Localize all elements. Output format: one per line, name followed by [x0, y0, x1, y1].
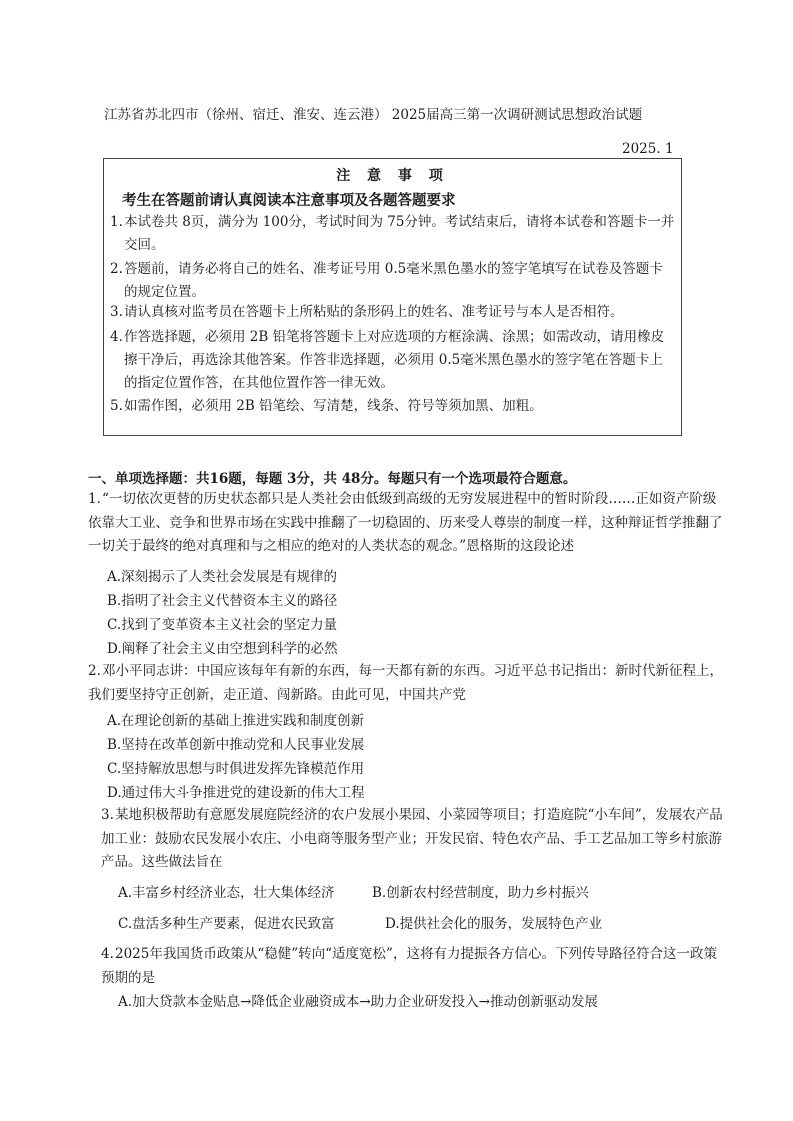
question-stem [88, 660, 724, 707]
notice-heading: 注 意 事 项 [336, 168, 449, 184]
answer-option: A.在理论创新的基础上推进实践和制度创新 [107, 713, 365, 729]
notice-box [103, 158, 682, 436]
notice-item [110, 258, 676, 304]
notice-item-number: 4. [110, 329, 123, 345]
answer-option: A.加大贷款本金贴息→降低企业融资成本→助力企业研发投入→推动创新驱动发展 [118, 994, 598, 1010]
question-text: 邓小平同志讲：中国应该每年有新的东西，每一天都有新的东西。习近平总书记指出：新时代新征程上，我们要坚持守正创新，走正道、闯新路。由此可见，中国共产党 [88, 663, 723, 703]
answer-option: D.通过伟大斗争推进党的建设新的伟大工程 [107, 785, 365, 801]
question-text: “一切依次更替的历史状态都只是人类社会由低级到高级的无穷发展进程中的暂时阶段……正如资产阶级依靠大工业、竞争和世界市场在实践中推翻了一切稳固的、历来受人尊崇的制度一样，这种辩证哲学推翻了一切关于最终的绝对真理和与之相应的绝对的人类状态的观念。”恩格斯的这段论述 [88, 491, 723, 554]
question-number: 3. [101, 807, 114, 823]
notice-subheading: 考生在答题前请认真阅读本注意事项及各题答题要求 [122, 192, 456, 209]
answer-option: C.坚持解放思想与时俱进发挥先锋模范作用 [107, 761, 365, 777]
answer-option: D.提供社会化的服务，发展特色产业 [385, 916, 603, 932]
notice-item-number: 2. [110, 261, 123, 277]
answer-option: A.丰富乡村经济业态，壮大集体经济 [118, 885, 335, 901]
notice-item [110, 301, 676, 324]
notice-item [110, 211, 676, 257]
answer-option: A.深刻揭示了人类社会发展是有规律的 [107, 569, 338, 585]
notice-item [110, 326, 676, 395]
notice-item-text: 作答选择题，必须用 2B 铅笔将答题卡上对应选项的方框涂满、涂黑；如需改动，请用橡皮擦干净后，再选涂其他答案。作答非选择题，必须用 0.5毫米黑色墨水的签字笔在答题卡上的指定位置作答，在其他位置作答一律无效。 [124, 329, 665, 391]
question-text: 某地积极帮助有意愿发展庭院经济的农户发展小果园、小菜园等项目；打造庭院“小车间”，发展农产品加工业：鼓励农民发展小农庄、小电商等服务型产业；开发民宿、特色农产品、手工艺品加工等乡村旅游产品。这些做法旨在 [101, 807, 723, 870]
notice-item-text: 请认真核对监考员在答题卡上所粘贴的条形码上的姓名、准考证号与本人是否相符。 [124, 304, 624, 320]
question-stem [101, 943, 724, 990]
question-number: 1. [88, 491, 101, 507]
notice-item [110, 395, 676, 418]
notice-item-number: 3. [110, 304, 123, 320]
answer-option: B.坚持在改革创新中推动党和人民事业发展 [107, 737, 365, 753]
question-number: 4. [101, 946, 114, 962]
question-number: 2. [88, 663, 101, 679]
answer-option: B.指明了社会主义代替资本主义的路径 [107, 593, 338, 609]
exam-title: 江苏省苏北四市（徐州、宿迁、淮安、连云港） 2025届高三第一次调研测试思想政治试题 [104, 107, 643, 123]
answer-option: B.创新农村经营制度，助力乡村振兴 [372, 885, 589, 901]
answer-option: D.阐释了社会主义由空想到科学的必然 [107, 641, 338, 657]
answer-option: C.盘活多种生产要素，促进农民致富 [118, 916, 335, 932]
notice-item-text: 答题前，请务必将自己的姓名、准考证号用 0.5毫米黑色墨水的签字笔填写在试卷及答题卡的规定位置。 [124, 261, 663, 300]
question-stem [101, 804, 724, 875]
section-title: 一、单项选择题：共16题，每题 3分，共 48分。每题只有一个选项最符合题意。 [88, 471, 577, 487]
question-stem [88, 488, 724, 559]
exam-date: 2025. 1 [622, 141, 674, 157]
notice-item-text: 本试卷共 8页，满分为 100分，考试时间为 75分钟。考试结束后，请将本试卷和答题卡一并交回。 [124, 214, 675, 253]
answer-option: C.找到了变革资本主义社会的坚定力量 [107, 617, 338, 633]
question-text: 2025年我国货币政策从“稳健”转向“适度宽松”，这将有力提振各方信心。下列传导路径符合这一政策预期的是 [101, 946, 717, 986]
notice-item-number: 5. [110, 398, 123, 414]
notice-item-number: 1. [110, 214, 123, 230]
notice-item-text: 如需作图，必须用 2B 铅笔绘、写清楚，线条、符号等须加黑、加粗。 [124, 398, 543, 414]
